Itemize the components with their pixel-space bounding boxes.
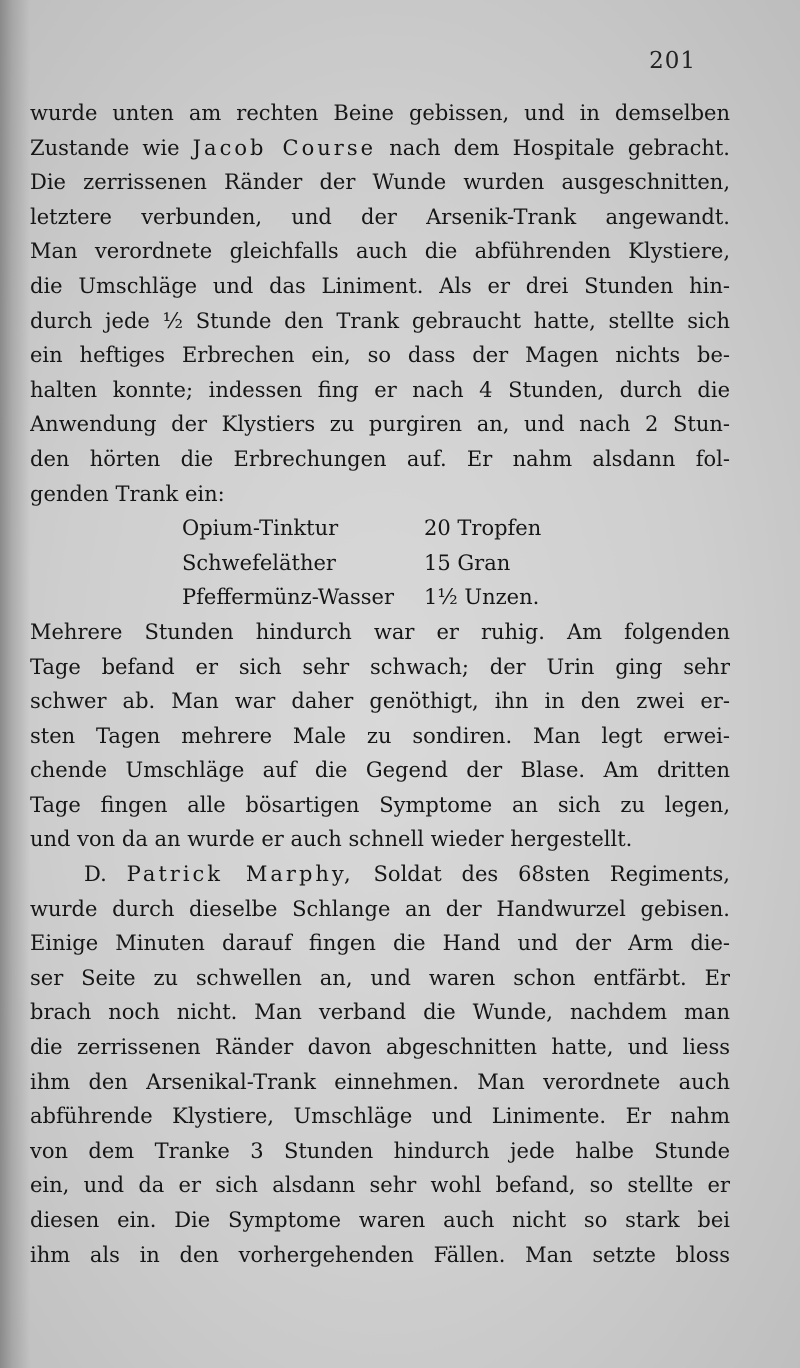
- text-line: ser Seite zu schwellen an, und waren schon entfärbt. Er: [30, 965, 730, 990]
- text-line: Tage fingen alle bösartigen Symptome an sich zu legen,: [30, 792, 730, 817]
- recipe-amount: 1½ Unzen.: [424, 585, 540, 610]
- recipe-amount: 15 Gran: [424, 550, 511, 575]
- text-line: ein, und da er sich alsdann sehr wohl befand, so stellte er: [30, 1173, 730, 1198]
- body-text: [30, 96, 730, 1272]
- person-name: Jacob Course: [192, 135, 377, 160]
- text-line: [30, 131, 730, 166]
- recipe-amount: 20 Tropfen: [424, 516, 542, 541]
- text-line: abführende Klystiere, Umschläge und Linimente. Er nahm: [30, 1104, 730, 1129]
- text-line: die zerrissenen Ränder davon abgeschnitten hatte, und liess: [30, 1035, 730, 1060]
- text-line: letztere verbunden, und der Arsenik-Trank angewandt.: [30, 204, 730, 229]
- text-line: Die zerrissenen Ränder der Wunde wurden ausgeschnitten,: [30, 170, 730, 195]
- text-line: sten Tagen mehrere Male zu sondiren. Man legt erwei-: [30, 723, 730, 748]
- text-line: Tage befand er sich sehr schwach; der Urin ging sehr: [30, 654, 730, 679]
- person-name: Patrick Marphy,: [126, 862, 354, 887]
- text-line: wurde durch dieselbe Schlange an der Handwurzel gebisen.: [30, 896, 730, 921]
- text-line: von dem Tranke 3 Stunden hindurch jede halbe Stunde: [30, 1138, 730, 1163]
- recipe-row: [30, 511, 730, 546]
- text-line: Anwendung der Klystiers zu purgiren an, und nach 2 Stun-: [30, 412, 730, 437]
- text-line: ihm als in den vorhergehenden Fällen. Man setzte bloss: [30, 1242, 730, 1267]
- text-line: durch jede ½ Stunde den Trank gebraucht hatte, stellte sich: [30, 308, 730, 333]
- page-gutter-shadow: [0, 0, 30, 1368]
- text-line: ihm den Arsenikal-Trank einnehmen. Man verordnete auch: [30, 1069, 730, 1094]
- text-line: Einige Minuten darauf fingen die Hand und der Arm die-: [30, 931, 730, 956]
- section-heading-line: [30, 857, 730, 892]
- text-line: genden Trank ein:: [30, 481, 225, 506]
- text-line: diesen ein. Die Symptome waren auch nicht so stark bei: [30, 1208, 730, 1232]
- recipe-ingredient: Pfeffermünz-Wasser: [182, 585, 394, 610]
- recipe-ingredient: Opium-Tinktur: [182, 516, 339, 541]
- recipe-row: [30, 580, 730, 615]
- text-line: die Umschläge und das Liniment. Als er drei Stunden hin-: [30, 273, 730, 298]
- recipe-ingredient: Schwefeläther: [182, 550, 336, 575]
- text-line: brach noch nicht. Man verband die Wunde, nachdem man: [30, 1000, 730, 1025]
- text-line: ein heftiges Erbrechen ein, so dass der Magen nichts be-: [30, 343, 730, 368]
- text-segment: nach dem Hospitale gebracht.: [389, 135, 730, 160]
- text-line: und von da an wurde er auch schnell wieder hergestellt.: [30, 827, 633, 852]
- section-label: D.: [84, 862, 107, 887]
- text-segment: Zustande wie: [30, 135, 180, 160]
- text-line: Man verordnete gleichfalls auch die abführenden Klystiere,: [30, 239, 730, 264]
- page-number: 201: [649, 48, 696, 74]
- text-line: halten konnte; indessen fing er nach 4 Stunden, durch die: [30, 377, 730, 402]
- text-line: wurde unten am rechten Beine gebissen, und in demselben: [30, 101, 730, 125]
- text-segment: Soldat des 68sten Regiments,: [373, 862, 730, 887]
- text-line: Mehrere Stunden hindurch war er ruhig. Am folgenden: [30, 619, 730, 644]
- text-line: chende Umschläge auf die Gegend der Blase. Am dritten: [30, 758, 730, 783]
- text-line: schwer ab. Man war daher genöthigt, ihn in den zwei er-: [30, 689, 730, 714]
- text-line: den hörten die Erbrechungen auf. Er nahm alsdann fol-: [30, 446, 730, 471]
- recipe-row: [30, 546, 730, 581]
